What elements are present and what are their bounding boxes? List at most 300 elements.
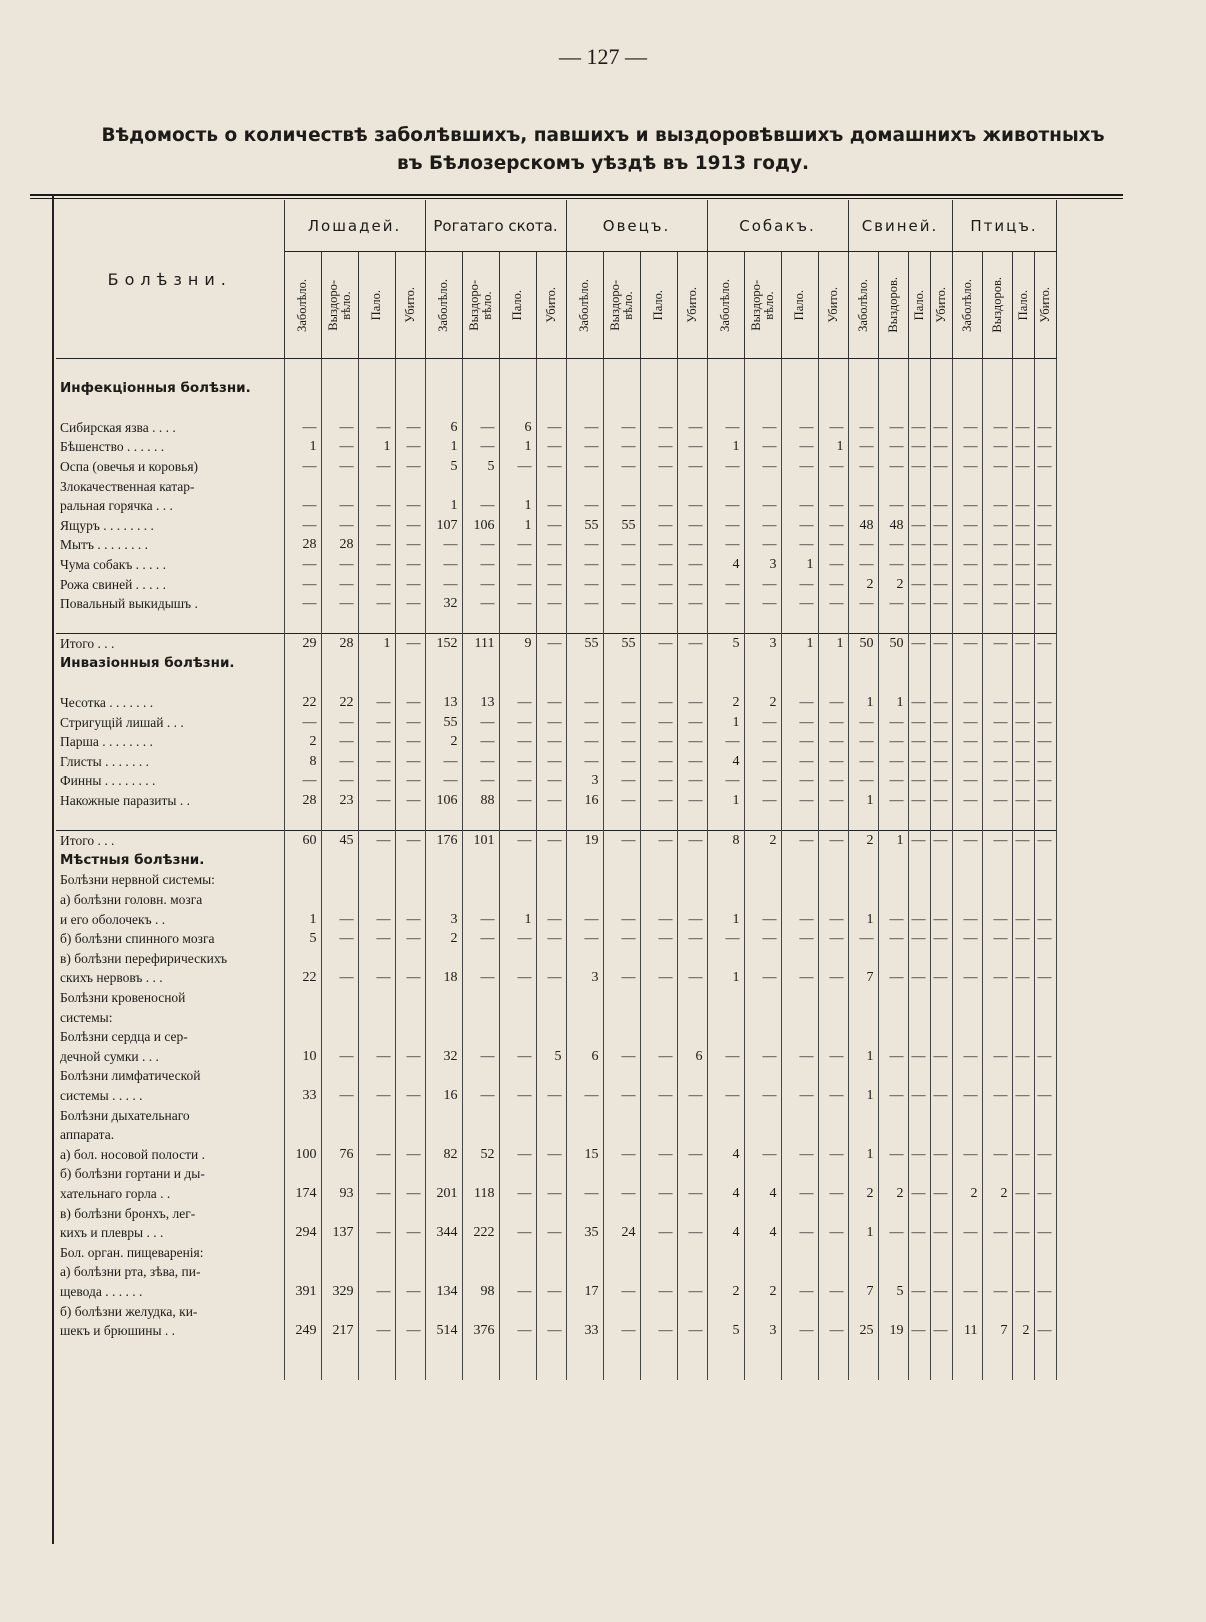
value-cell: 2	[848, 831, 878, 851]
value-cell	[358, 398, 395, 418]
value-cell: —	[930, 575, 952, 595]
disease-label: Парша . . . . . . . .	[56, 732, 284, 752]
value-cell	[930, 477, 952, 497]
value-cell	[878, 1341, 908, 1361]
value-cell: —	[395, 535, 425, 555]
value-cell: —	[603, 594, 640, 614]
value-cell: —	[677, 693, 707, 713]
table-row	[56, 1066, 1056, 1086]
left-border	[52, 194, 54, 1544]
table-row	[56, 555, 1056, 575]
value-cell: —	[744, 437, 781, 457]
value-cell	[284, 988, 321, 1008]
value-cell: —	[284, 418, 321, 438]
value-cell: —	[677, 1184, 707, 1204]
table-row	[56, 418, 1056, 438]
value-cell: —	[358, 713, 395, 733]
value-cell: 1	[499, 496, 536, 516]
value-cell: —	[358, 457, 395, 477]
value-cell	[499, 1066, 536, 1086]
value-cell: 1	[499, 437, 536, 457]
value-cell: 2	[848, 1184, 878, 1204]
value-cell	[321, 654, 358, 674]
value-cell	[677, 654, 707, 674]
value-cell: —	[930, 1086, 952, 1106]
value-cell	[425, 949, 462, 969]
value-cell: —	[982, 437, 1012, 457]
value-cell: 48	[878, 516, 908, 536]
value-cell: —	[707, 771, 744, 791]
column-header-text: Убито.	[543, 287, 558, 323]
value-cell: —	[952, 771, 982, 791]
value-cell: —	[566, 732, 603, 752]
value-cell: —	[1012, 1145, 1034, 1165]
value-cell	[982, 949, 1012, 969]
value-cell	[358, 988, 395, 1008]
section-row	[56, 379, 1056, 399]
value-cell	[425, 674, 462, 694]
value-cell	[908, 674, 930, 694]
value-cell: —	[982, 457, 1012, 477]
value-cell	[321, 949, 358, 969]
value-cell	[425, 1243, 462, 1263]
value-cell	[781, 1360, 818, 1380]
value-cell: —	[781, 1223, 818, 1243]
value-cell	[982, 1243, 1012, 1263]
value-cell: —	[321, 910, 358, 930]
value-cell: 1	[707, 910, 744, 930]
value-cell: —	[982, 594, 1012, 614]
value-cell: —	[982, 535, 1012, 555]
value-cell	[848, 1204, 878, 1224]
value-cell	[321, 1262, 358, 1282]
disease-label: Болѣзни кровеносной	[56, 988, 284, 1008]
value-cell: —	[462, 555, 499, 575]
value-cell	[536, 1243, 566, 1263]
table-row	[56, 477, 1056, 497]
value-cell: —	[982, 516, 1012, 536]
disease-label	[56, 1360, 284, 1380]
value-cell	[395, 1106, 425, 1126]
value-cell	[640, 654, 677, 674]
value-cell: —	[930, 535, 952, 555]
value-cell	[284, 477, 321, 497]
value-cell	[744, 379, 781, 399]
value-cell	[707, 811, 744, 831]
value-cell	[908, 1262, 930, 1282]
table-row	[56, 1027, 1056, 1047]
value-cell: —	[358, 968, 395, 988]
value-cell	[744, 1360, 781, 1380]
value-cell	[908, 1302, 930, 1322]
value-cell: —	[1012, 535, 1034, 555]
value-cell: —	[677, 929, 707, 949]
value-cell: —	[640, 594, 677, 614]
disease-label: системы . . . . .	[56, 1086, 284, 1106]
value-cell	[536, 1360, 566, 1380]
value-cell	[358, 870, 395, 890]
value-cell	[640, 1125, 677, 1145]
value-cell: —	[603, 457, 640, 477]
value-cell	[499, 398, 536, 418]
value-cell: 137	[321, 1223, 358, 1243]
value-cell: —	[818, 575, 848, 595]
value-cell	[1012, 1125, 1034, 1145]
value-cell	[1034, 1125, 1056, 1145]
section-heading: Мѣстныя болѣзни.	[56, 851, 284, 871]
value-cell: 201	[425, 1184, 462, 1204]
value-cell: —	[930, 713, 952, 733]
value-cell	[358, 1027, 395, 1047]
value-cell	[358, 1262, 395, 1282]
value-cell	[952, 674, 982, 694]
column-header-text: Пало.	[1015, 289, 1030, 321]
value-cell: 55	[566, 634, 603, 654]
value-cell: 3	[566, 968, 603, 988]
value-cell	[566, 1164, 603, 1184]
value-cell: —	[781, 1047, 818, 1067]
value-cell: —	[1012, 713, 1034, 733]
value-cell: —	[707, 1086, 744, 1106]
value-cell	[1034, 851, 1056, 871]
disease-label	[56, 359, 284, 379]
value-cell: —	[1034, 1145, 1056, 1165]
value-cell	[908, 1106, 930, 1126]
value-cell	[425, 1204, 462, 1224]
value-cell	[499, 1027, 536, 1047]
value-cell: —	[848, 594, 878, 614]
value-cell	[566, 1341, 603, 1361]
value-cell	[930, 1302, 952, 1322]
value-cell: —	[1034, 752, 1056, 772]
disease-label	[56, 811, 284, 831]
value-cell: —	[878, 437, 908, 457]
value-cell: 1	[848, 1145, 878, 1165]
value-cell: —	[536, 437, 566, 457]
value-cell	[930, 654, 952, 674]
value-cell	[677, 477, 707, 497]
value-cell: —	[1034, 1184, 1056, 1204]
value-cell: —	[395, 496, 425, 516]
table-row	[56, 1321, 1056, 1341]
value-cell	[321, 359, 358, 379]
value-cell	[395, 1262, 425, 1282]
value-cell: —	[878, 929, 908, 949]
value-cell: —	[499, 1047, 536, 1067]
value-cell: —	[499, 831, 536, 851]
value-cell	[982, 477, 1012, 497]
value-cell: —	[781, 771, 818, 791]
value-cell: —	[744, 771, 781, 791]
table-row	[56, 988, 1056, 1008]
value-cell	[462, 379, 499, 399]
value-cell: 3	[425, 910, 462, 930]
value-cell	[1012, 1204, 1034, 1224]
column-header	[744, 252, 781, 359]
column-header-text: Убито.	[933, 287, 948, 323]
value-cell: 134	[425, 1282, 462, 1302]
value-cell: —	[640, 1223, 677, 1243]
value-cell: —	[566, 437, 603, 457]
value-cell	[848, 379, 878, 399]
value-cell	[930, 811, 952, 831]
value-cell: —	[321, 457, 358, 477]
value-cell: —	[1034, 1321, 1056, 1341]
value-cell: —	[1034, 693, 1056, 713]
value-cell: —	[707, 594, 744, 614]
value-cell	[952, 949, 982, 969]
value-cell: —	[982, 555, 1012, 575]
top-rule-thick	[30, 194, 1123, 196]
value-cell: —	[930, 929, 952, 949]
value-cell: 152	[425, 634, 462, 654]
value-cell: —	[462, 496, 499, 516]
value-cell: —	[908, 968, 930, 988]
value-cell: —	[744, 516, 781, 536]
value-cell: —	[358, 1321, 395, 1341]
value-cell: —	[395, 1086, 425, 1106]
disease-label: и его оболочекъ . .	[56, 910, 284, 930]
value-cell	[499, 890, 536, 910]
value-cell	[1034, 890, 1056, 910]
value-cell	[930, 1204, 952, 1224]
value-cell: —	[744, 752, 781, 772]
column-header-text: Выздоро- вѣло.	[325, 279, 353, 331]
value-cell: —	[818, 831, 848, 851]
value-cell	[982, 1204, 1012, 1224]
value-cell: 1	[781, 634, 818, 654]
value-cell: —	[818, 693, 848, 713]
value-cell: —	[603, 1086, 640, 1106]
value-cell	[603, 1066, 640, 1086]
value-cell: —	[566, 752, 603, 772]
value-cell: 7	[848, 1282, 878, 1302]
value-cell: —	[878, 968, 908, 988]
value-cell: —	[878, 1223, 908, 1243]
value-cell: —	[878, 1047, 908, 1067]
value-cell: —	[1034, 496, 1056, 516]
column-header-text: Пало.	[369, 289, 383, 321]
value-cell	[499, 1360, 536, 1380]
value-cell: —	[744, 1145, 781, 1165]
value-cell	[707, 654, 744, 674]
value-cell: —	[1034, 634, 1056, 654]
value-cell	[908, 614, 930, 634]
value-cell	[425, 1262, 462, 1282]
value-cell	[640, 379, 677, 399]
value-cell	[707, 1125, 744, 1145]
value-cell: —	[781, 831, 818, 851]
value-cell: —	[878, 771, 908, 791]
value-cell: —	[640, 713, 677, 733]
value-cell: —	[908, 713, 930, 733]
value-cell: —	[878, 732, 908, 752]
value-cell	[536, 949, 566, 969]
value-cell	[358, 1164, 395, 1184]
value-cell	[818, 851, 848, 871]
value-cell: —	[707, 496, 744, 516]
value-cell	[358, 890, 395, 910]
value-cell	[536, 1302, 566, 1322]
value-cell: —	[640, 496, 677, 516]
value-cell	[395, 1302, 425, 1322]
value-cell	[677, 1008, 707, 1028]
value-cell: 16	[425, 1086, 462, 1106]
value-cell: —	[499, 693, 536, 713]
value-cell: —	[982, 634, 1012, 654]
column-header-text: Убито.	[402, 287, 417, 323]
value-cell: 1	[284, 437, 321, 457]
value-cell	[930, 851, 952, 871]
value-cell	[536, 674, 566, 694]
value-cell	[1012, 1008, 1034, 1028]
value-cell: —	[952, 1223, 982, 1243]
value-cell	[908, 949, 930, 969]
value-cell	[566, 851, 603, 871]
disease-label: а) бол. носовой полости .	[56, 1145, 284, 1165]
value-cell	[603, 1125, 640, 1145]
value-cell: —	[603, 575, 640, 595]
value-cell	[1012, 1262, 1034, 1282]
value-cell: —	[536, 516, 566, 536]
value-cell	[707, 870, 744, 890]
value-cell	[462, 890, 499, 910]
value-cell	[425, 1125, 462, 1145]
value-cell: —	[536, 1321, 566, 1341]
value-cell: —	[952, 535, 982, 555]
value-cell: 2	[952, 1184, 982, 1204]
value-cell	[321, 674, 358, 694]
value-cell: —	[878, 791, 908, 811]
value-cell: —	[462, 594, 499, 614]
value-cell	[908, 851, 930, 871]
value-cell	[462, 1164, 499, 1184]
value-cell: —	[321, 713, 358, 733]
value-cell: —	[321, 437, 358, 457]
diseases-header: Болѣзни.	[56, 200, 284, 359]
column-header-text: Заболѣло.	[577, 278, 591, 332]
value-cell	[284, 1066, 321, 1086]
value-cell	[566, 379, 603, 399]
value-cell	[848, 988, 878, 1008]
column-header	[848, 252, 878, 359]
value-cell: —	[1012, 1223, 1034, 1243]
value-cell: —	[1034, 929, 1056, 949]
value-cell: —	[677, 575, 707, 595]
value-cell	[640, 1106, 677, 1126]
value-cell	[425, 359, 462, 379]
value-cell	[744, 890, 781, 910]
value-cell: 294	[284, 1223, 321, 1243]
value-cell: —	[536, 791, 566, 811]
value-cell: —	[462, 910, 499, 930]
value-cell	[640, 477, 677, 497]
value-cell	[818, 1008, 848, 1028]
value-cell	[1012, 1302, 1034, 1322]
value-cell: —	[677, 1145, 707, 1165]
value-cell: —	[395, 929, 425, 949]
value-cell: —	[462, 713, 499, 733]
value-cell	[982, 1106, 1012, 1126]
value-cell	[878, 1262, 908, 1282]
value-cell: —	[878, 713, 908, 733]
value-cell	[744, 674, 781, 694]
value-cell: —	[499, 1184, 536, 1204]
value-cell	[744, 359, 781, 379]
value-cell	[284, 379, 321, 399]
column-header-text: Заболѣло.	[718, 278, 732, 332]
value-cell: 10	[284, 1047, 321, 1067]
column-header	[1012, 252, 1034, 359]
value-cell: 1	[848, 1223, 878, 1243]
value-cell	[818, 870, 848, 890]
value-cell: —	[1012, 1086, 1034, 1106]
value-cell	[848, 1066, 878, 1086]
value-cell	[1012, 1360, 1034, 1380]
value-cell	[677, 398, 707, 418]
value-cell	[878, 614, 908, 634]
value-cell: —	[744, 929, 781, 949]
column-header	[952, 252, 982, 359]
value-cell: —	[1012, 752, 1034, 772]
value-cell	[744, 1027, 781, 1047]
value-cell	[908, 1204, 930, 1224]
value-cell	[358, 379, 395, 399]
value-cell	[878, 1360, 908, 1380]
value-cell	[284, 890, 321, 910]
value-cell: —	[818, 752, 848, 772]
value-cell	[462, 1106, 499, 1126]
value-cell: 55	[603, 634, 640, 654]
value-cell	[499, 988, 536, 1008]
value-cell: 76	[321, 1145, 358, 1165]
value-cell	[640, 359, 677, 379]
value-cell: 13	[462, 693, 499, 713]
value-cell: —	[930, 693, 952, 713]
value-cell	[1034, 674, 1056, 694]
value-cell	[536, 359, 566, 379]
value-cell: —	[908, 1184, 930, 1204]
value-cell: 5	[707, 1321, 744, 1341]
value-cell	[640, 1066, 677, 1086]
value-cell: —	[848, 418, 878, 438]
disease-label: Чума собакъ . . . . .	[56, 555, 284, 575]
table-row	[56, 535, 1056, 555]
disease-label: Глисты . . . . . . .	[56, 752, 284, 772]
value-cell	[744, 1341, 781, 1361]
value-cell: —	[908, 634, 930, 654]
value-cell	[908, 1027, 930, 1047]
value-cell	[677, 1262, 707, 1282]
value-cell	[848, 398, 878, 418]
value-cell	[499, 1204, 536, 1224]
value-cell	[462, 1204, 499, 1224]
value-cell: —	[1012, 457, 1034, 477]
value-cell: —	[499, 1086, 536, 1106]
value-cell: 2	[425, 929, 462, 949]
table-row	[56, 929, 1056, 949]
column-header	[930, 252, 952, 359]
value-cell	[462, 1243, 499, 1263]
value-cell	[321, 398, 358, 418]
value-cell: —	[640, 1184, 677, 1204]
value-cell: —	[818, 771, 848, 791]
value-cell: —	[744, 968, 781, 988]
value-cell: —	[818, 1321, 848, 1341]
value-cell	[321, 1204, 358, 1224]
value-cell: 50	[878, 634, 908, 654]
value-cell: —	[395, 418, 425, 438]
